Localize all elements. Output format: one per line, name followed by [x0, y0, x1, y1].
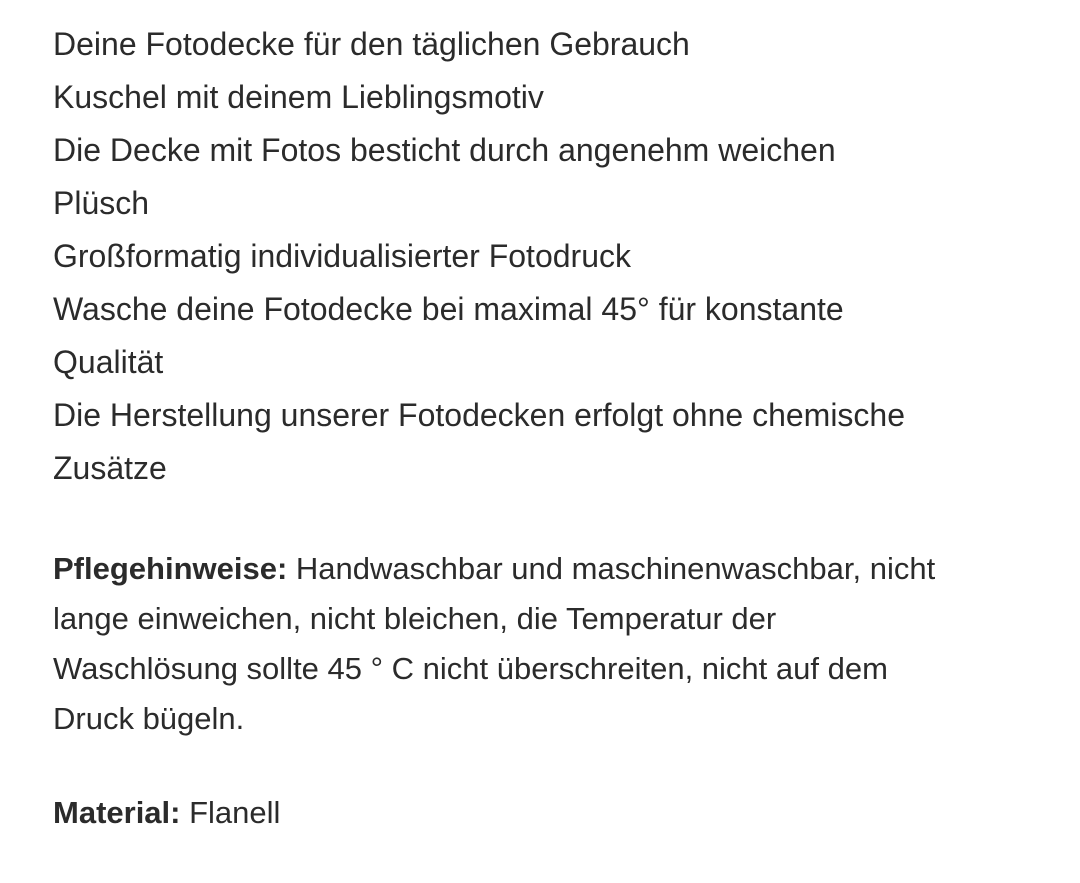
care-label: Pflegehinweise: [53, 551, 288, 586]
care-line: Druck bügeln. [53, 701, 245, 736]
feature-line: Die Decke mit Fotos besticht durch angenehm weichen [53, 132, 836, 168]
feature-list [53, 18, 1040, 495]
feature-line: Großformatig individualisierter Fotodruck [53, 238, 631, 274]
care-line: Waschlösung sollte 45 ° C nicht überschreiten, nicht auf dem [53, 651, 888, 686]
material-info [53, 788, 1040, 838]
material-value: Flanell [180, 795, 281, 830]
feature-line: Qualität [53, 344, 164, 380]
feature-line: Kuschel mit deinem Lieblingsmotiv [53, 79, 544, 115]
care-line [53, 544, 1040, 594]
feature-line: Plüsch [53, 185, 150, 221]
feature-line: Deine Fotodecke für den täglichen Gebrauch [53, 26, 690, 62]
feature-line: Wasche deine Fotodecke bei maximal 45° für konstante [53, 291, 844, 327]
care-instructions [53, 544, 1040, 744]
care-line: lange einweichen, nicht bleichen, die Temperatur der [53, 601, 777, 636]
care-text: Handwaschbar und maschinenwaschbar, nicht [287, 551, 936, 586]
feature-line: Die Herstellung unserer Fotodecken erfolgt ohne chemische [53, 397, 906, 433]
material-label: Material: [53, 795, 181, 830]
feature-line: Zusätze [53, 450, 167, 486]
